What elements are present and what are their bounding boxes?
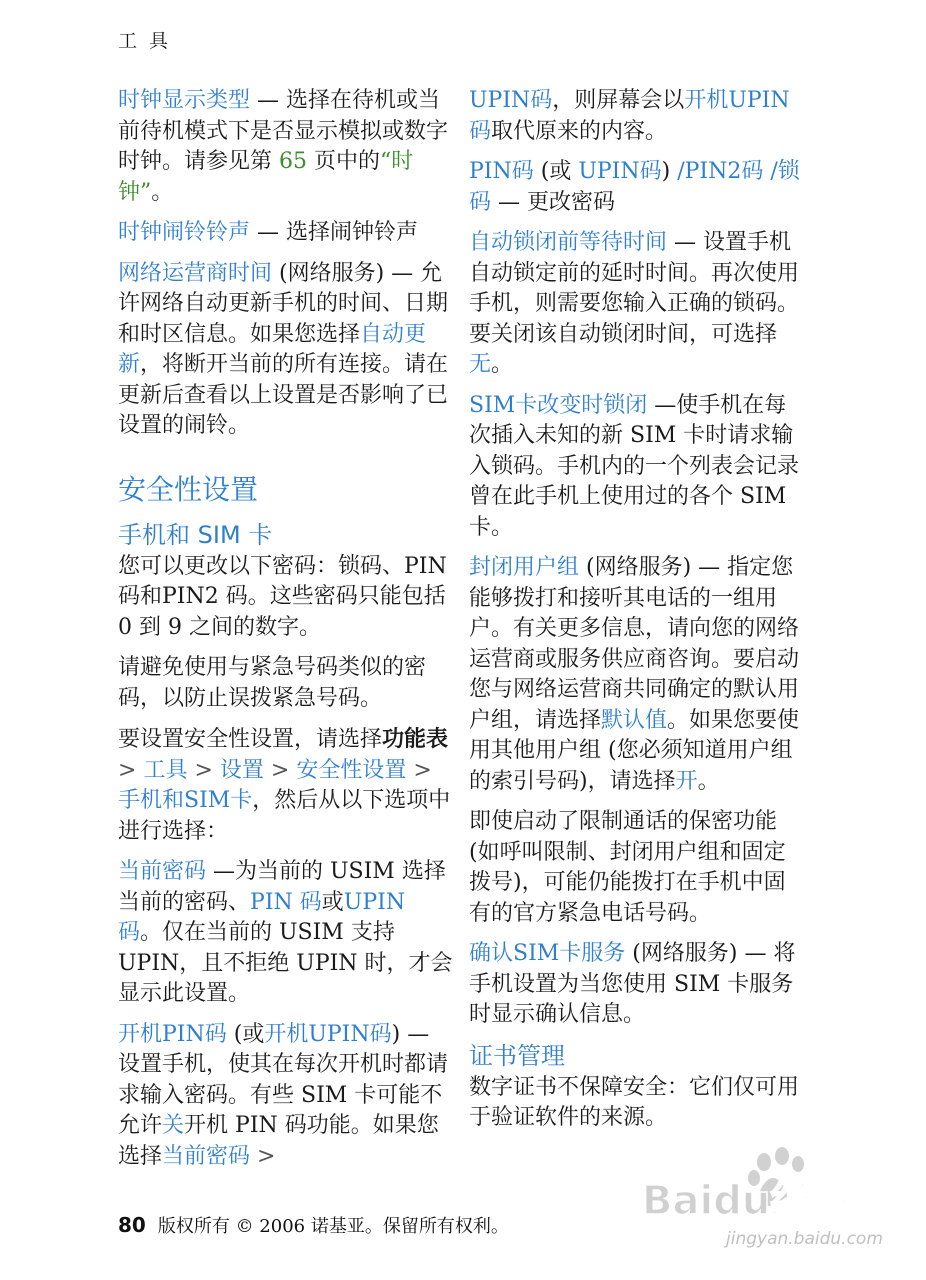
left-column: [118, 86, 454, 1182]
menu-path-intro: 要设置安全性设置，请选择: [118, 727, 383, 752]
clock-type-desc2: 页中的: [307, 149, 380, 174]
emergency-note: 即使启动了限制通话的保密功能 (如呼叫限制、封闭用户组和固定拨号)，可能仍能拨打在手机中固有的官方紧急电话号码。: [469, 809, 786, 926]
alarm-tone-desc: — 选择闹钟铃声: [250, 220, 419, 245]
copyright-text: 版权所有 © 2006 诺基亚。保留所有权利。: [157, 1216, 509, 1237]
startup-cont-desc2: 取代原来的内容。: [491, 118, 668, 144]
watermark-url: jingyan.baidu.com: [726, 1229, 883, 1249]
clock-type-desc: — 选择在待机或当前待机模式下是否显示模拟或数字时钟。请参见第: [118, 88, 449, 174]
page-number: 80: [118, 1213, 146, 1237]
pin2-lock-term: /PIN2码 /锁码: [469, 159, 800, 215]
subsection-title: 手机和 SIM 卡: [118, 520, 273, 549]
cug-end: 。: [697, 768, 720, 794]
clock-page-ref[interactable]: 65: [279, 149, 307, 174]
startup-pin-term: 开机PIN码: [118, 1021, 227, 1047]
confirm-sim-entry: [469, 939, 801, 1031]
operator-time-term: 网络运营商时间: [118, 260, 273, 286]
change-code-paren2: ): [661, 159, 678, 184]
alarm-tone-term: 时钟闹铃铃声: [118, 220, 251, 245]
cug-desc2: 。如果您要使用其他用户组 (您必须知道用户组的索引号码)，请选择: [469, 707, 800, 794]
startup-pin-continued: [469, 86, 801, 147]
current-code-desc2: 。仅在当前的 USIM 支持 UPIN，且不拒绝 UPIN 时，才会显示此设置。: [118, 920, 453, 1006]
path-sep-3: >: [263, 757, 297, 783]
right-column: [469, 86, 801, 1144]
section-title: 安全性设置: [118, 472, 259, 506]
clock-type-end: 。: [151, 179, 174, 205]
current-code-option: 当前密码: [162, 1143, 251, 1169]
watermark-brand: Baidu经验: [642, 1178, 851, 1224]
upin-code-option-2: UPIN码: [469, 88, 553, 113]
operator-time-desc: (网络服务) — 允许网络自动更新手机的时间、日期和时区信息。如果您选择: [118, 260, 449, 347]
startup-pin-gt: >: [250, 1143, 276, 1169]
page-footer: [118, 1212, 509, 1238]
current-code-entry: [118, 857, 454, 1010]
confirm-sim-desc: (网络服务) — 将手机设置为当您使用 SIM 卡服务时显示确认信息。: [469, 941, 796, 1027]
clock-type-term: 时钟显示类型: [118, 88, 251, 113]
upin-code-term: UPIN码: [578, 159, 662, 184]
path-sep-1: >: [118, 757, 144, 783]
menu-path-paragraph: [118, 724, 454, 847]
confirm-sim-term: 确认SIM卡服务: [469, 941, 626, 966]
or-word: 或: [321, 889, 344, 915]
emergency-warning-paragraph: 请避免使用与紧急号码类似的密码，以防止误拨紧急号码。: [118, 655, 427, 711]
cug-entry: [469, 553, 801, 797]
cug-term: 封闭用户组: [469, 555, 580, 580]
none-option: 无: [469, 352, 492, 377]
autolock-end: 。: [491, 352, 514, 377]
sim-change-term: SIM卡改变时锁闭: [469, 392, 648, 418]
change-code-entry: [469, 157, 801, 218]
off-option: 关: [162, 1113, 185, 1138]
path-sep-4: >: [406, 757, 432, 783]
autolock-desc: — 设置手机自动锁定前的延时时间。再次使用手机，则需要您输入正确的锁码。要关闭该自动锁闭时间，可选择: [469, 230, 800, 347]
current-code-term: 当前密码: [118, 859, 207, 884]
default-option: 默认值: [601, 707, 668, 733]
path-sep-2: >: [187, 757, 220, 783]
alarm-tone-entry: [118, 218, 454, 249]
startup-upin-term: 开机UPIN码: [264, 1021, 392, 1047]
path-tools: 工具: [143, 757, 188, 783]
cert-title: 证书管理: [469, 1041, 565, 1070]
clock-type-entry: [118, 86, 454, 208]
on-option: 开: [675, 768, 698, 794]
cug-desc: (网络服务) — 指定您能够拨打和接听其电话的一组用户。有关更多信息，请向您的网络运营商或服务供应商咨询。要启动您与网络运营商共同确定的默认用户组，请选择: [469, 555, 800, 733]
startup-pin-desc: ) — 设置手机，使其在每次开机时都请求输入密码。有些 SIM 卡可能不允许: [118, 1021, 449, 1138]
autolock-entry: [469, 228, 801, 381]
startup-pin-desc2: 开机 PIN 码功能。如果您选择: [118, 1113, 439, 1169]
menu-label: 功能表: [382, 726, 449, 752]
sim-change-entry: [469, 391, 801, 544]
baidu-watermark-icon: [636, 1142, 886, 1252]
sim-change-desc: —使手机在每次插入未知的新 SIM 卡时请求输入锁码。手机内的一个列表会记录曾在此手机上使用过的各个 SIM 卡。: [469, 392, 800, 540]
cert-text: 数字证书不保障安全：它们仅可用于验证软件的来源。: [469, 1074, 800, 1130]
page-header: 工 具: [118, 30, 172, 52]
upin-code-option: UPIN 码: [118, 889, 406, 945]
startup-pin-entry: [118, 1020, 454, 1173]
startup-cont-desc: ，则屏幕会以: [552, 88, 685, 113]
clock-link[interactable]: “时钟”: [118, 149, 414, 205]
change-code-desc: — 更改密码: [491, 189, 616, 215]
path-phone-sim: 手机和SIM卡: [118, 788, 253, 813]
operator-time-desc2: ，将断开当前的所有连接。请在更新后查看以上设置是否影响了已设置的闹铃。: [118, 352, 449, 438]
codes-paragraph: 您可以更改以下密码：锁码、PIN 码和PIN2 码。这些密码只能包括 0 到 9 之间的数字。: [118, 553, 447, 640]
current-code-desc: —为当前的 USIM 选择当前的密码、: [118, 859, 446, 915]
pin-code-term: PIN码: [469, 159, 534, 184]
startup-upin-option: 开机UPIN码: [469, 88, 790, 144]
autolock-term: 自动锁闭前等待时间: [469, 230, 668, 255]
startup-pin-paren: (或: [226, 1021, 265, 1047]
operator-time-entry: [118, 259, 454, 442]
auto-update-option: 自动更新: [118, 321, 427, 377]
menu-path-outro: ，然后从以下选项中进行选择：: [118, 788, 451, 844]
change-code-paren: (或: [533, 159, 579, 184]
path-security: 安全性设置: [296, 757, 407, 783]
path-settings: 设置: [219, 757, 264, 783]
pin-code-option: PIN 码: [250, 889, 322, 915]
